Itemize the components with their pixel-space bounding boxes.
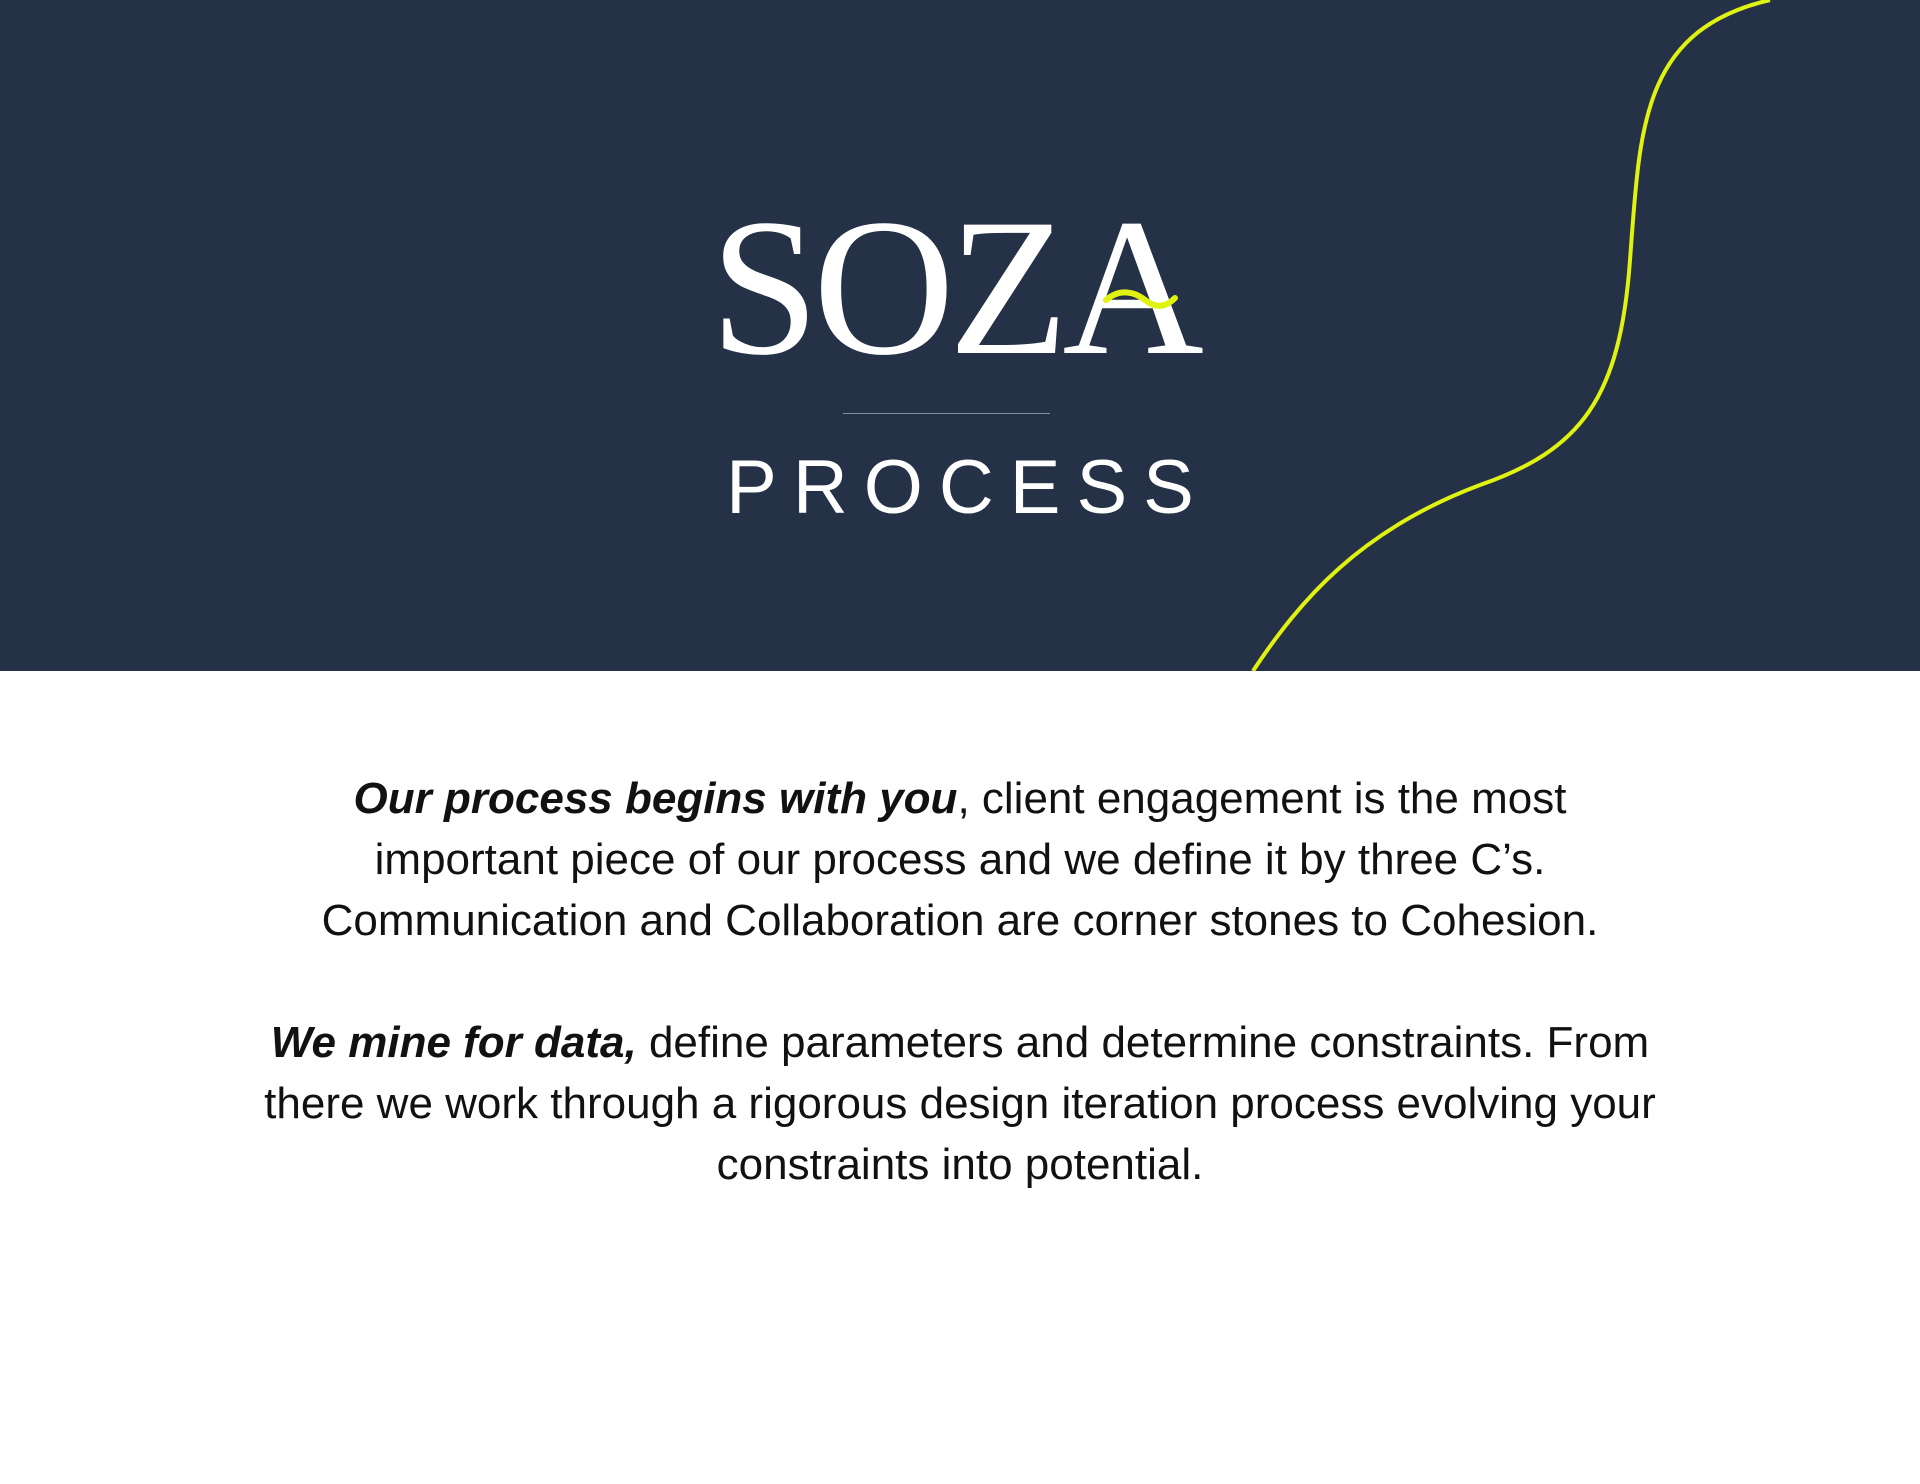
- svg-text:SOZA: SOZA: [710, 179, 1198, 370]
- page-title: PROCESS: [726, 445, 1210, 530]
- body-copy: [260, 768, 1660, 1256]
- paragraph-1-text: , client engagement is the most important piece of our process and we define it by three C’s. Communication and Collaboration are corner stones to Cohesion.: [321, 774, 1599, 945]
- paragraph-2-text: define parameters and determine constraints. From there we work through a rigorous design iteration process evolving your constraints into potential.: [264, 1018, 1656, 1189]
- paragraph-2-lead: We mine for data,: [270, 1018, 637, 1067]
- paragraph-1: [260, 768, 1660, 951]
- paragraph-2: [260, 1012, 1660, 1195]
- title-divider: [843, 413, 1050, 414]
- hero-banner: [0, 0, 1920, 671]
- soza-logo-wordmark: [0, 170, 1920, 370]
- paragraph-1-lead: Our process begins with you: [353, 774, 958, 823]
- logo: [0, 170, 1920, 370]
